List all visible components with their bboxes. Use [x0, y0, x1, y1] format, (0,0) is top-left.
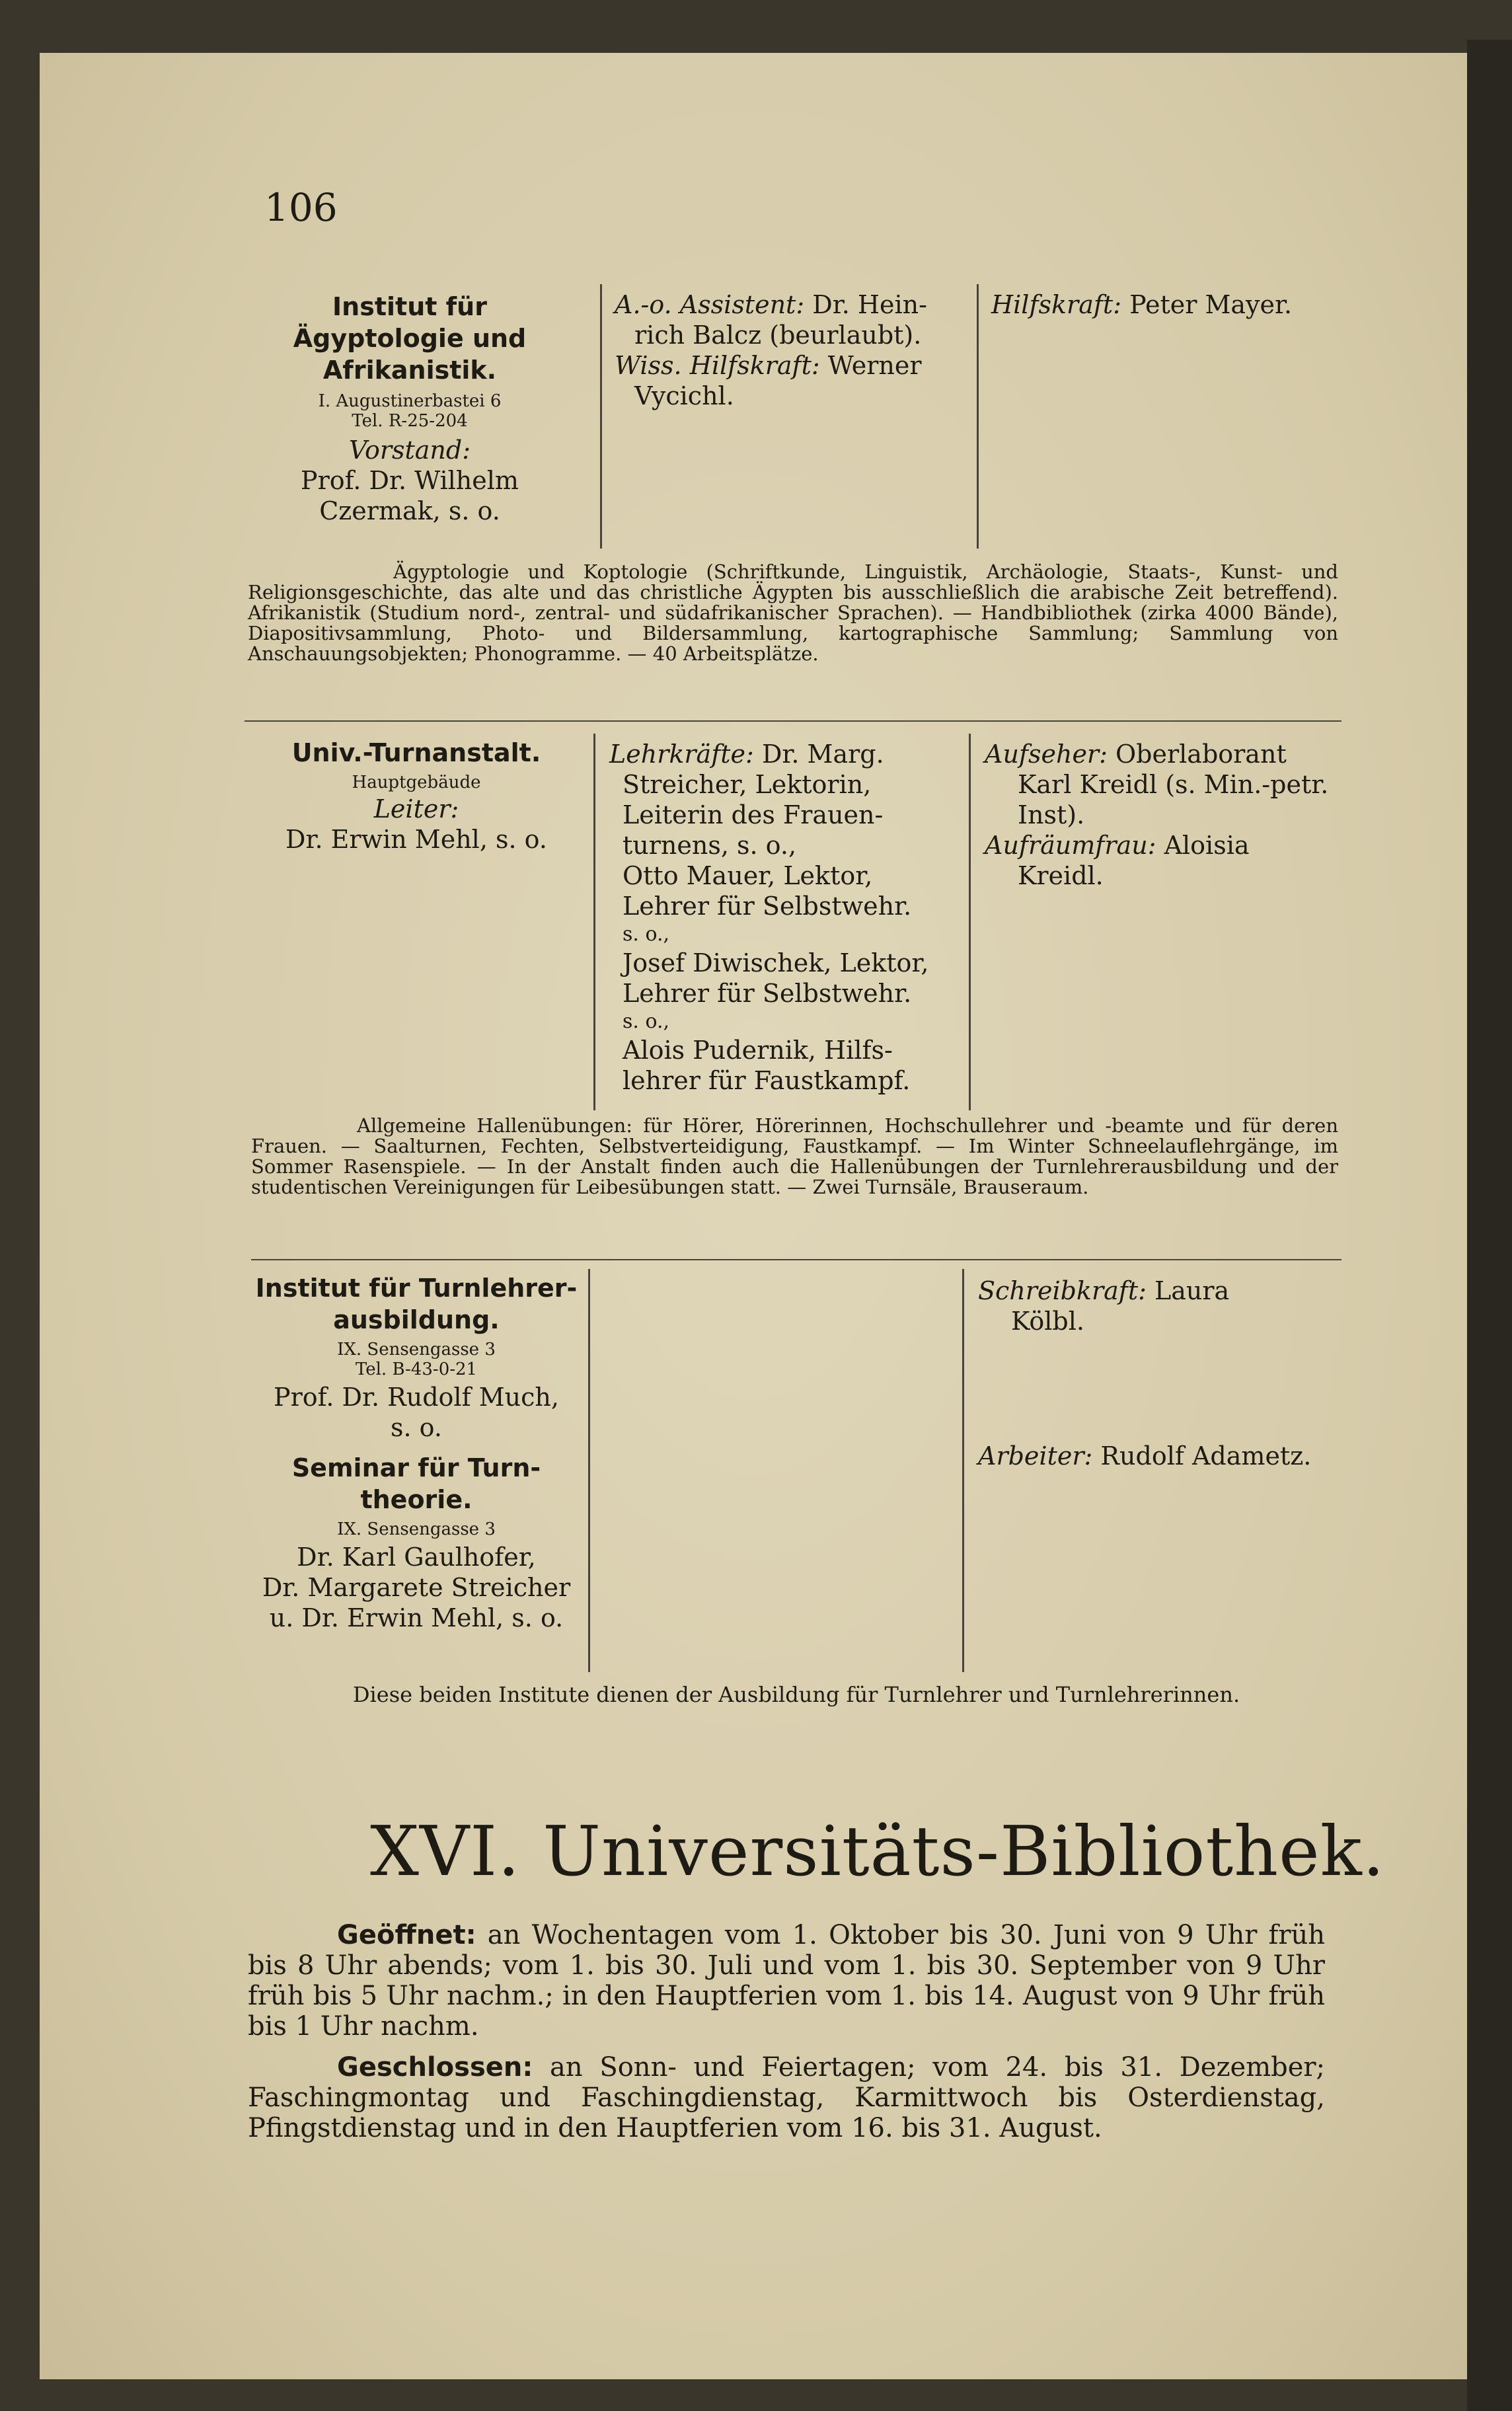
- leiter-label: Leiter:: [373, 794, 459, 823]
- institute-telephone: Tel. B-43-0-21: [355, 1359, 478, 1379]
- opening-hours-text: an Wochentagen vom 1. Oktober bis 30. Juni von 9 Uhr früh bis 8 Uhr abends; vom 1. bis 30. Juli und vom 1. bis 30. September von 9 Uhr früh bis 5 Uhr nachm.; in den Hauptferien vom 1. bis 14. August von 9 Uhr früh bis 1 Uhr nachm.: [248, 1920, 1325, 2042]
- teacher-line: Leiterin des Frauen-: [623, 800, 884, 829]
- column-divider: [588, 1269, 590, 1672]
- staff-role-label: Schreibkraft:: [978, 1276, 1147, 1305]
- section-divider: [245, 720, 1342, 722]
- institute-name-line: Ägyptologie und: [293, 324, 527, 353]
- book-edge: [1467, 40, 1512, 2411]
- teachers-list: [609, 739, 960, 1096]
- staff-role-label: Arbeiter:: [978, 1441, 1093, 1471]
- closing-days: [248, 2052, 1325, 2143]
- staff-role-label: Lehrkräfte:: [609, 740, 754, 769]
- teacher-line: Otto Mauer, Lektor,: [623, 861, 873, 890]
- leiter-name: Dr. Erwin Mehl, s. o.: [285, 825, 547, 854]
- staff-name: Kreidl.: [1018, 861, 1104, 890]
- institute-description: Ägyptologie und Koptologie (Schriftkunde, Linguistik, Archäologie, Staats-, Kunst- und Religionsgeschichte, das alte und das christliche Ägypten bis ausschließlich die arabische Zeit betreffend). Afrikanistik (Studium nord-, zentral- und südafrikanischer Sprachen). — Handbibliothek (zirka 4000 Bände), Diapositivsammlung, Photo- und Bildersammlung, kartographische Sammlung; Sammlung von Anschauungsobjekten; Phonogramme. — 40 Arbeitsplätze.: [248, 560, 1338, 665]
- staff-name: Oberlaborant: [1115, 740, 1287, 769]
- column-divider: [593, 734, 595, 1110]
- staff-role-label: A.-o. Assistent:: [615, 290, 805, 319]
- staff-name: Aloisia: [1164, 831, 1250, 860]
- seminar-name-line: Seminar für Turn-: [291, 1453, 541, 1482]
- staff-role-label: Hilfskraft:: [991, 290, 1121, 319]
- staff-role-label: Aufräumfrau:: [985, 831, 1156, 860]
- opening-hours: [248, 1920, 1325, 2042]
- staff-name: Peter Mayer.: [1129, 290, 1293, 319]
- teacher-line: Streicher, Lektorin,: [623, 770, 872, 799]
- institute-address: I. Augustinerbastei 6: [318, 391, 502, 411]
- teacher-line: turnens, s. o.,: [623, 831, 797, 860]
- staff-name: Dr. Marg.: [761, 740, 884, 769]
- chapter-title: XVI. Universitäts-Bibliothek.: [370, 1811, 1385, 1892]
- section-divider: [251, 1259, 1342, 1260]
- seminar-address: IX. Sensengasse 3: [337, 1519, 496, 1539]
- worker: [978, 1441, 1355, 1471]
- staff-helper: [991, 289, 1361, 320]
- institute-telephone: Tel. R-25-204: [352, 411, 468, 431]
- vorstand-label: Vorstand:: [348, 436, 471, 465]
- director-name: Prof. Dr. Rudolf Much,: [274, 1383, 559, 1412]
- staff-name: Vycichl.: [634, 381, 734, 410]
- institute-building: Hauptgebäude: [352, 773, 481, 792]
- column-divider: [969, 734, 971, 1110]
- institute-name-line: ausbildung.: [333, 1305, 500, 1334]
- director-name: s. o.: [391, 1413, 442, 1442]
- teacher-line: s. o.,: [623, 1010, 670, 1033]
- staff-name: Inst).: [1018, 800, 1085, 829]
- seminar-director: Dr. Karl Gaulhofer,: [297, 1543, 536, 1572]
- institute-teacher-training: [245, 1272, 588, 1633]
- institute-description: Allgemeine Hallenübungen: für Hörer, Hörerinnen, Hochschullehrer und -beamte und für deren Frauen. — Saalturnen, Fechten, Selbstverteidigung, Faustkampf. — Im Winter Schneelauflehrgänge, im Sommer Rasenspiele. — In der Anstalt finden auch die Hallenübungen der Turnlehrerausbildung und der studentischen Vereinigungen für Leibesübungen statt. — Zwei Turnsäle, Brauseraum.: [251, 1114, 1338, 1198]
- support-staff: [978, 1276, 1355, 1336]
- institute-gymnastics: [245, 737, 588, 855]
- vorstand-name: Czermak, s. o.: [319, 496, 500, 525]
- staff-name: Karl Kreidl (s. Min.-petr.: [1018, 770, 1329, 799]
- institute-address: IX. Sensengasse 3: [337, 1340, 496, 1359]
- opening-hours-label: Geöffnet:: [337, 1920, 476, 1950]
- seminar-director: u. Dr. Erwin Mehl, s. o.: [269, 1603, 564, 1632]
- institute-description: Diese beiden Institute dienen der Ausbildung für Turnlehrer und Turnlehrerinnen.: [352, 1682, 1240, 1707]
- institute-name: Univ.-Turnanstalt.: [291, 738, 541, 767]
- seminar-name-line: theorie.: [360, 1485, 472, 1514]
- staff-assistants: [615, 289, 971, 411]
- closing-days-text: an Sonn- und Feiertagen; vom 24. bis 31. Dezember; Faschingmontag und Faschingdienstag, Karmittwoch bis Osterdienstag, Pfingstdienstag und in den Hauptferien vom 16. bis 31. August.: [248, 2052, 1325, 2143]
- teacher-line: Lehrer für Selbstwehr.: [623, 979, 912, 1008]
- closing-days-label: Geschlossen:: [337, 2052, 533, 2083]
- teacher-line: s. o.,: [623, 923, 670, 946]
- staff-role-label: Aufseher:: [985, 740, 1108, 769]
- teacher-line: Josef Diwischek, Lektor,: [623, 948, 929, 977]
- institute-egyptology: [245, 291, 575, 526]
- staff-name: rich Balcz (beurlaubt).: [634, 321, 922, 350]
- institute-name-line: Afrikanistik.: [322, 356, 497, 385]
- staff-name: Werner: [827, 351, 922, 380]
- staff-role-label: Wiss. Hilfskraft:: [615, 351, 820, 380]
- teacher-line: Alois Pudernik, Hilfs-: [623, 1036, 893, 1065]
- column-divider: [962, 1269, 964, 1672]
- staff-name: Dr. Hein-: [812, 290, 927, 319]
- support-staff: [985, 739, 1355, 891]
- staff-name: Kölbl.: [1011, 1307, 1084, 1336]
- seminar-director: Dr. Margarete Streicher: [262, 1573, 571, 1602]
- column-divider: [600, 284, 602, 549]
- teacher-line: lehrer für Faustkampf.: [623, 1066, 911, 1095]
- staff-name: Laura: [1154, 1276, 1230, 1305]
- institute-name-line: Institut für Turnlehrer-: [255, 1274, 578, 1303]
- teacher-line: Lehrer für Selbstwehr.: [623, 892, 912, 921]
- page-number: 106: [264, 185, 338, 230]
- institute-name-line: Institut für: [332, 292, 487, 321]
- vorstand-name: Prof. Dr. Wilhelm: [301, 466, 519, 495]
- column-divider: [977, 284, 979, 549]
- staff-name: Rudolf Adametz.: [1100, 1441, 1312, 1471]
